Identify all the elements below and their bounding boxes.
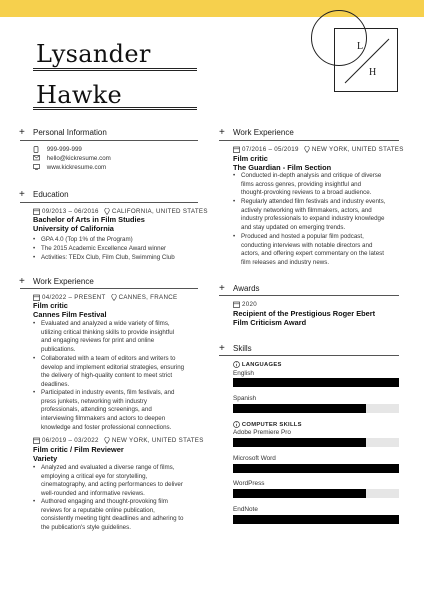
skill-name: Microsoft Word — [233, 455, 276, 462]
job-location: NEW YORK, UNITED STATES — [311, 146, 404, 154]
bullet-line: professionals, attending screenings, and — [41, 406, 152, 414]
location-pin-icon — [111, 294, 117, 301]
section-rule — [219, 355, 399, 356]
envelope-icon — [33, 155, 40, 161]
job-bullet — [41, 498, 183, 533]
plus-icon: + — [219, 283, 225, 294]
section-rule — [219, 295, 399, 296]
bullet-line: cinematography, and acting performances to deliver — [41, 481, 183, 489]
email-row — [33, 155, 111, 162]
logo-monogram — [334, 28, 398, 92]
section-rule — [219, 140, 399, 141]
section-skills — [219, 343, 252, 354]
job-bullet — [241, 198, 385, 233]
last-name: Hawke — [36, 81, 123, 109]
skill-name: EndNote — [233, 506, 258, 513]
name-divider-1 — [33, 68, 197, 71]
location-pin-icon — [104, 208, 110, 215]
phone-row — [33, 146, 82, 153]
bullet-line: • Collaborated with a team of editors and writers to — [41, 355, 176, 362]
bullet-line: develop and implement editorial strategies, ensuring — [41, 363, 185, 371]
section-rule — [20, 202, 198, 203]
bullet-line: • Produced and hosted a popular film podcast, — [241, 233, 364, 240]
section-education — [19, 189, 69, 200]
job-date: 04/2022 – PRESENT — [42, 294, 106, 302]
award-meta — [233, 301, 257, 308]
education-degree: Bachelor of Arts in Film Studies — [33, 215, 145, 224]
section-work-experience — [19, 276, 94, 287]
job-bullet — [41, 320, 174, 355]
bullet-line: actors, and offering expert commentary on the latest — [241, 250, 384, 258]
location-pin-icon — [304, 146, 310, 153]
bullet-line: film releases and industry news. — [241, 259, 330, 267]
job-company: Variety — [33, 454, 58, 463]
section-title: Education — [33, 190, 69, 199]
bullet-line: conducting interviews with notable directors and — [241, 241, 373, 249]
accent-bar — [0, 0, 424, 17]
job-bullet — [41, 389, 174, 433]
bullet-line: the delivery of high-quality content to meet strict — [41, 372, 173, 380]
bullet-line: • Analyzed and evaluated a diverse range of films, — [41, 464, 175, 471]
job-bullet — [41, 464, 183, 499]
skill-bar — [233, 404, 399, 413]
bullet-line: consistently meeting tight deadlines and adhering to — [41, 515, 184, 523]
skill-bar — [233, 489, 399, 498]
bullet-line: reviews for a reputable online publication, — [41, 506, 155, 514]
job-meta — [233, 146, 404, 153]
skills-category-languages — [233, 361, 282, 368]
award-title-line1: Recipient of the Prestigious Roger Ebert — [233, 309, 376, 318]
website-link[interactable]: www.kickresume.com — [46, 164, 107, 171]
skill-name: Adobe Premiere Pro — [233, 429, 291, 436]
bullet-line: films across genres, providing insightful and — [241, 180, 362, 188]
bullet-line: and stay updated on emerging trends. — [241, 224, 346, 232]
plus-icon: + — [219, 343, 225, 354]
education-bullet: • GPA 4.0 (Top 1% of the Program) — [41, 236, 133, 245]
education-school: University of California — [33, 224, 114, 233]
first-name: Lysander — [36, 40, 151, 68]
logo-initial-last: H — [369, 67, 377, 78]
skill-bar-fill — [233, 404, 366, 413]
plus-icon: + — [219, 127, 225, 138]
bullet-line: • Conducted in-depth analysis and critique of diverse — [241, 172, 382, 179]
section-title: Work Experience — [233, 128, 294, 137]
logo-initial-first: L — [357, 41, 364, 52]
job-title: Film critic / Film Reviewer — [33, 445, 124, 454]
skill-bar-fill — [233, 438, 366, 447]
calendar-icon — [33, 294, 40, 301]
bullet-line: knowledge and foster professional connections. — [41, 423, 172, 431]
section-rule — [20, 140, 198, 141]
section-rule — [20, 288, 198, 289]
job-bullet — [241, 233, 384, 268]
job-company: Cannes Film Festival — [33, 310, 107, 319]
plus-icon: + — [19, 276, 25, 287]
email-link[interactable]: hello@kickresume.com — [46, 155, 111, 162]
job-bullet — [41, 355, 184, 390]
calendar-icon — [233, 301, 240, 308]
info-circle-icon — [233, 361, 240, 368]
skill-bar-fill — [233, 378, 399, 387]
name-divider-2 — [33, 107, 197, 110]
bullet-line: industry professionals to expand industry knowledge — [241, 215, 385, 223]
education-bullet: • The 2015 Academic Excellence Award winner — [41, 245, 166, 254]
bullet-line: • Regularly attended film festivals and industry events, — [241, 198, 386, 205]
plus-icon: + — [19, 127, 25, 138]
skill-name: Spanish — [233, 395, 257, 402]
skill-bar-fill — [233, 489, 366, 498]
skill-bar — [233, 515, 399, 524]
bullet-line: publications. — [41, 346, 76, 354]
skill-name: English — [233, 370, 254, 377]
bullet-line: actively networking with filmmakers, actors, and — [241, 206, 372, 214]
bullet-line: thought-provoking reviews to a broad audience. — [241, 189, 372, 197]
section-title: Personal Information — [33, 128, 107, 137]
job-company: The Guardian - Film Section — [233, 163, 332, 172]
website-row — [33, 164, 106, 171]
education-date: 09/2013 – 06/2016 — [42, 208, 99, 216]
bullet-line: deadlines. — [41, 381, 70, 389]
education-bullet: • Activities: TEDx Club, Film Club, Swimming Club — [41, 254, 175, 263]
logo-diagonal — [335, 29, 399, 93]
phone-icon — [33, 146, 39, 153]
job-meta — [33, 437, 204, 444]
section-work-experience-right — [219, 127, 294, 138]
skills-category-computer — [233, 421, 302, 428]
category-label: COMPUTER SKILLS — [241, 422, 302, 429]
skill-bar-fill — [233, 515, 399, 524]
phone-text: 999-999-999 — [46, 146, 82, 154]
job-date: 07/2016 – 05/2019 — [242, 146, 299, 154]
skill-bar — [233, 438, 399, 447]
section-awards — [219, 283, 260, 294]
plus-icon: + — [19, 189, 25, 200]
skill-bar — [233, 378, 399, 387]
skill-bar-fill — [233, 464, 399, 473]
calendar-icon — [33, 208, 40, 215]
award-year: 2020 — [242, 301, 257, 309]
job-location: NEW YORK, UNITED STATES — [111, 437, 204, 445]
job-title: Film critic — [233, 154, 268, 163]
bullet-line: • Evaluated and analyzed a wide variety of films, — [41, 320, 170, 327]
bullet-line: • Participated in industry events, film festivals, and — [41, 389, 175, 396]
info-circle-icon — [233, 421, 240, 428]
bullet-line: well-rounded and informative reviews. — [41, 490, 145, 498]
bullet-line: and engaging reviews for print and online — [41, 337, 155, 345]
calendar-icon — [233, 146, 240, 153]
job-bullet — [241, 172, 381, 198]
job-date: 06/2019 – 03/2022 — [42, 437, 99, 445]
job-location: CANNES, FRANCE — [118, 294, 178, 302]
bullet-line: employing a critical eye for storytelling, — [41, 472, 148, 480]
category-label: LANGUAGES — [241, 362, 282, 369]
monitor-icon — [33, 164, 40, 170]
education-location: CALIFORNIA, UNITED STATES — [111, 208, 208, 216]
location-pin-icon — [104, 437, 110, 444]
section-title: Work Experience — [33, 277, 94, 286]
award-title-line2: Film Criticism Award — [233, 318, 307, 327]
skill-bar — [233, 464, 399, 473]
bullet-line: • Authored engaging and thought-provoking film — [41, 498, 168, 505]
bullet-line: press junkets, networking with industry — [41, 397, 147, 405]
section-title: Skills — [233, 344, 252, 353]
section-personal-info — [19, 127, 107, 138]
skill-name: WordPress — [233, 480, 265, 487]
calendar-icon — [33, 437, 40, 444]
job-title: Film critic — [33, 301, 68, 310]
bullet-line: interviewing filmmakers and actors to deepen — [41, 415, 166, 423]
bullet-line: utilizing critical thinking skills to provide insightful — [41, 328, 175, 336]
section-title: Awards — [233, 284, 260, 293]
bullet-line: the publication's style guidelines. — [41, 524, 131, 532]
